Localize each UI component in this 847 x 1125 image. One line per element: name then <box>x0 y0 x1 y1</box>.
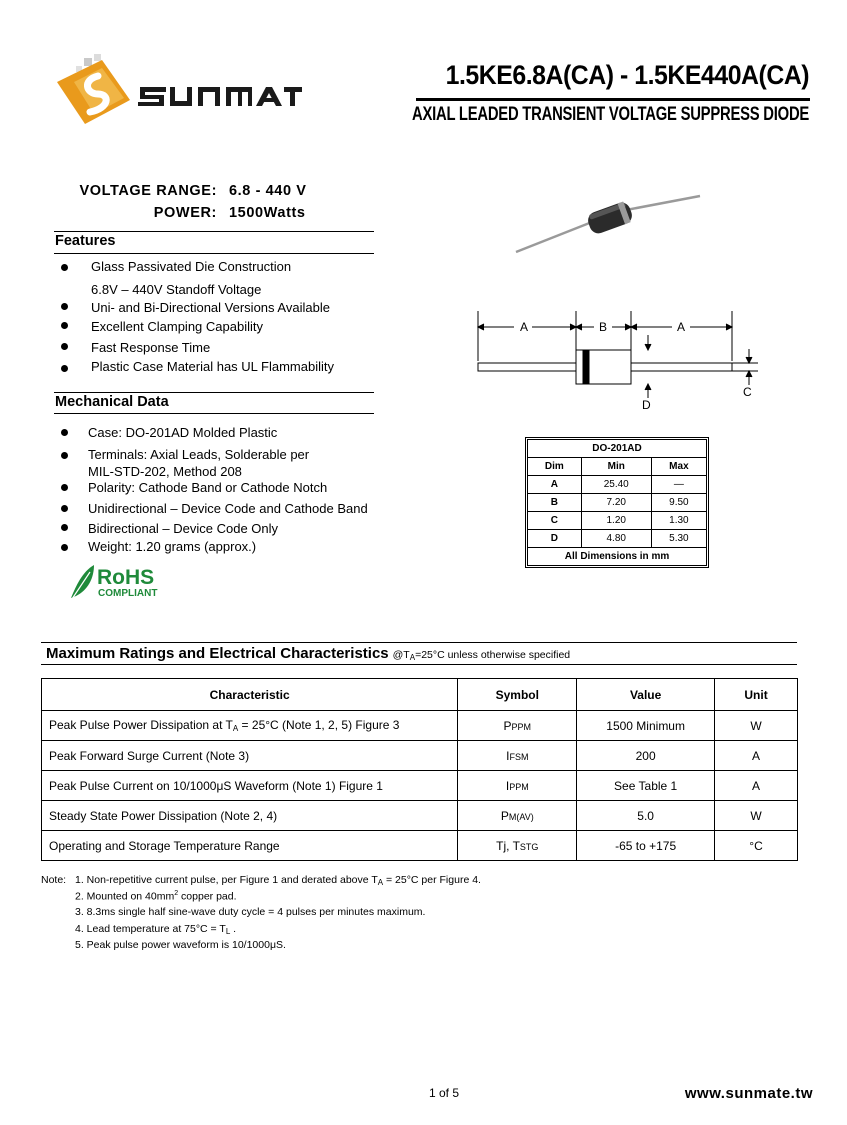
mechanical-item: Weight: 1.20 grams (approx.) <box>88 539 257 554</box>
characteristic-cell: Peak Pulse Power Dissipation at $T_A = 25^\circ C$ (Note 1, 2, 5) Figure 3 <box>42 711 458 741</box>
dim-cell: A <box>528 476 582 494</box>
mechanical-heading: Mechanical Data <box>55 394 169 410</box>
note-4: 4. Lead temperature at $75^\circ C = T_L$ . <box>75 923 237 936</box>
dim-header: Dim <box>528 458 582 476</box>
title-rule <box>416 98 810 101</box>
ratings-table <box>41 678 798 861</box>
dimension-table <box>527 439 707 566</box>
logo-emblem <box>57 54 130 124</box>
mechanical-item: Unidirectional – Device Code and Cathode Band <box>88 501 368 516</box>
dim-cell: 1.30 <box>651 512 706 530</box>
table-row <box>42 711 798 741</box>
dim-cell: 25.40 <box>581 476 651 494</box>
table-row <box>528 494 707 512</box>
bullet-icon <box>61 484 68 491</box>
dim-cell: 7.20 <box>581 494 651 512</box>
bullet-icon <box>61 544 68 551</box>
table-row <box>42 741 798 771</box>
rohs-compliant-logo <box>68 562 178 602</box>
power-label: POWER: <box>153 205 217 221</box>
features-heading: Features <box>55 233 116 249</box>
website-link[interactable]: www.sunmate.tw <box>684 1085 813 1102</box>
column-header: Symbol <box>458 679 577 711</box>
column-header: Unit <box>715 679 798 711</box>
dim-cell: 1.20 <box>581 512 651 530</box>
dimension-drawing <box>470 305 760 417</box>
dim-header: Max <box>651 458 706 476</box>
symbol-cell: PM(AV) <box>458 801 577 831</box>
bullet-icon <box>61 303 68 310</box>
table-row <box>42 831 798 861</box>
leaf-icon <box>71 565 94 598</box>
characteristic-cell: Peak Pulse Current on 10/1000μS Waveform (Note 1) Figure 1 <box>42 771 458 801</box>
note-3: 3. 8.3ms single half sine-wave duty cycle = 4 pulses per minutes maximum. <box>75 906 426 918</box>
ratings-rule-bottom <box>41 664 797 665</box>
dim-table-title: DO-201AD <box>528 440 707 458</box>
dim-cell: C <box>528 512 582 530</box>
unit-cell: °C <box>715 831 798 861</box>
document-subtitle: AXIAL LEADED TRANSIENT VOLTAGE SUPPRESS DIODE <box>411 104 809 125</box>
symbol-cell: IFSM <box>458 741 577 771</box>
feature-item: Uni- and Bi-Directional Versions Available <box>91 300 330 315</box>
symbol-cell: PPPM <box>458 711 577 741</box>
notes-label: Note: <box>41 874 67 886</box>
bullet-icon <box>61 452 68 459</box>
ratings-rule-top <box>41 642 797 643</box>
ratings-heading <box>46 645 570 663</box>
voltage-range-label: VOLTAGE RANGE: <box>79 183 217 199</box>
column-header: Characteristic <box>42 679 458 711</box>
characteristic-cell: Steady State Power Dissipation (Note 2, 4) <box>42 801 458 831</box>
note-5: 5. Peak pulse power waveform is 10/1000μS. <box>75 939 286 951</box>
power-value: 1500Watts <box>229 205 306 221</box>
table-row <box>528 512 707 530</box>
note-2: 2. Mounted on $40mm^2$ copper pad. <box>75 890 237 903</box>
dim-label-d: D <box>642 398 651 412</box>
value-cell: See Table 1 <box>577 771 715 801</box>
dim-cell: B <box>528 494 582 512</box>
dim-cell: 5.30 <box>651 530 706 548</box>
rohs-compliant-text: COMPLIANT <box>98 588 158 599</box>
bullet-icon <box>61 429 68 436</box>
diode-photo <box>512 190 704 258</box>
table-row <box>42 801 798 831</box>
dim-label-a-right: A <box>677 320 686 334</box>
mechanical-item: Bidirectional – Device Code Only <box>88 521 279 536</box>
dim-label-a: A <box>520 320 529 334</box>
symbol-cell: IPPM <box>458 771 577 801</box>
symbol-cell: Tj, TSTG <box>458 831 577 861</box>
value-cell: 5.0 <box>577 801 715 831</box>
bullet-icon <box>61 343 68 350</box>
feature-item: Glass Passivated Die Construction <box>91 259 292 274</box>
characteristic-cell: Operating and Storage Temperature Range <box>42 831 458 861</box>
dim-cell: — <box>651 476 706 494</box>
bullet-icon <box>61 524 68 531</box>
dim-header: Min <box>581 458 651 476</box>
mechanical-rule-bottom <box>54 413 374 414</box>
value-cell: -65 to +175 <box>577 831 715 861</box>
page-number: 1 of 5 <box>429 1086 460 1100</box>
feature-item: Excellent Clamping Capability <box>91 319 263 334</box>
table-row <box>42 771 798 801</box>
logo-wordmark <box>138 87 302 106</box>
mechanical-item: Case: DO-201AD Molded Plastic <box>88 425 278 440</box>
dim-cell: 4.80 <box>581 530 651 548</box>
table-row <box>528 530 707 548</box>
bullet-icon <box>61 322 68 329</box>
bullet-icon <box>61 264 68 271</box>
mechanical-item: Polarity: Cathode Band or Cathode Notch <box>88 480 328 495</box>
mechanical-item: MIL-STD-202, Method 208 <box>88 464 242 479</box>
bullet-icon <box>61 505 68 512</box>
mechanical-rule-top <box>54 392 374 393</box>
characteristic-cell: Peak Forward Surge Current (Note 3) <box>42 741 458 771</box>
feature-item: Fast Response Time <box>91 340 211 355</box>
rohs-mark: RoHS <box>97 566 155 589</box>
bullet-icon <box>61 365 68 372</box>
voltage-range-value: 6.8 - 440 V <box>229 183 307 199</box>
ratings-title: Maximum Ratings and Electrical Characteristics <box>46 645 389 662</box>
feature-item: Plastic Case Material has UL Flammability <box>91 359 334 374</box>
features-rule-bottom <box>54 253 374 254</box>
column-header: Value <box>577 679 715 711</box>
dim-table-footer: All Dimensions in mm <box>528 548 707 566</box>
unit-cell: A <box>715 741 798 771</box>
features-rule-top <box>54 231 374 232</box>
value-cell: 200 <box>577 741 715 771</box>
dim-label-b: B <box>599 320 608 334</box>
feature-item: 6.8V – 440V Standoff Voltage <box>91 282 262 297</box>
unit-cell: W <box>715 711 798 741</box>
unit-cell: A <box>715 771 798 801</box>
table-row <box>528 476 707 494</box>
dim-label-c: C <box>743 385 752 399</box>
sunmate-logo <box>54 52 304 136</box>
unit-cell: W <box>715 801 798 831</box>
value-cell: 1500 Minimum <box>577 711 715 741</box>
mechanical-item: Terminals: Axial Leads, Solderable per <box>88 447 310 462</box>
document-title: 1.5KE6.8A(CA) - 1.5KE440A(CA) <box>445 60 809 90</box>
note-1: 1. Non-repetitive current pulse, per Figure 1 and derated above $T_A = 25^\circ C$ per Figure 4. <box>75 874 481 887</box>
ratings-condition: $@T_A=25^\circ C$ unless otherwise specified <box>392 649 571 662</box>
dimension-table-frame <box>525 437 709 568</box>
dim-cell: D <box>528 530 582 548</box>
dim-cell: 9.50 <box>651 494 706 512</box>
